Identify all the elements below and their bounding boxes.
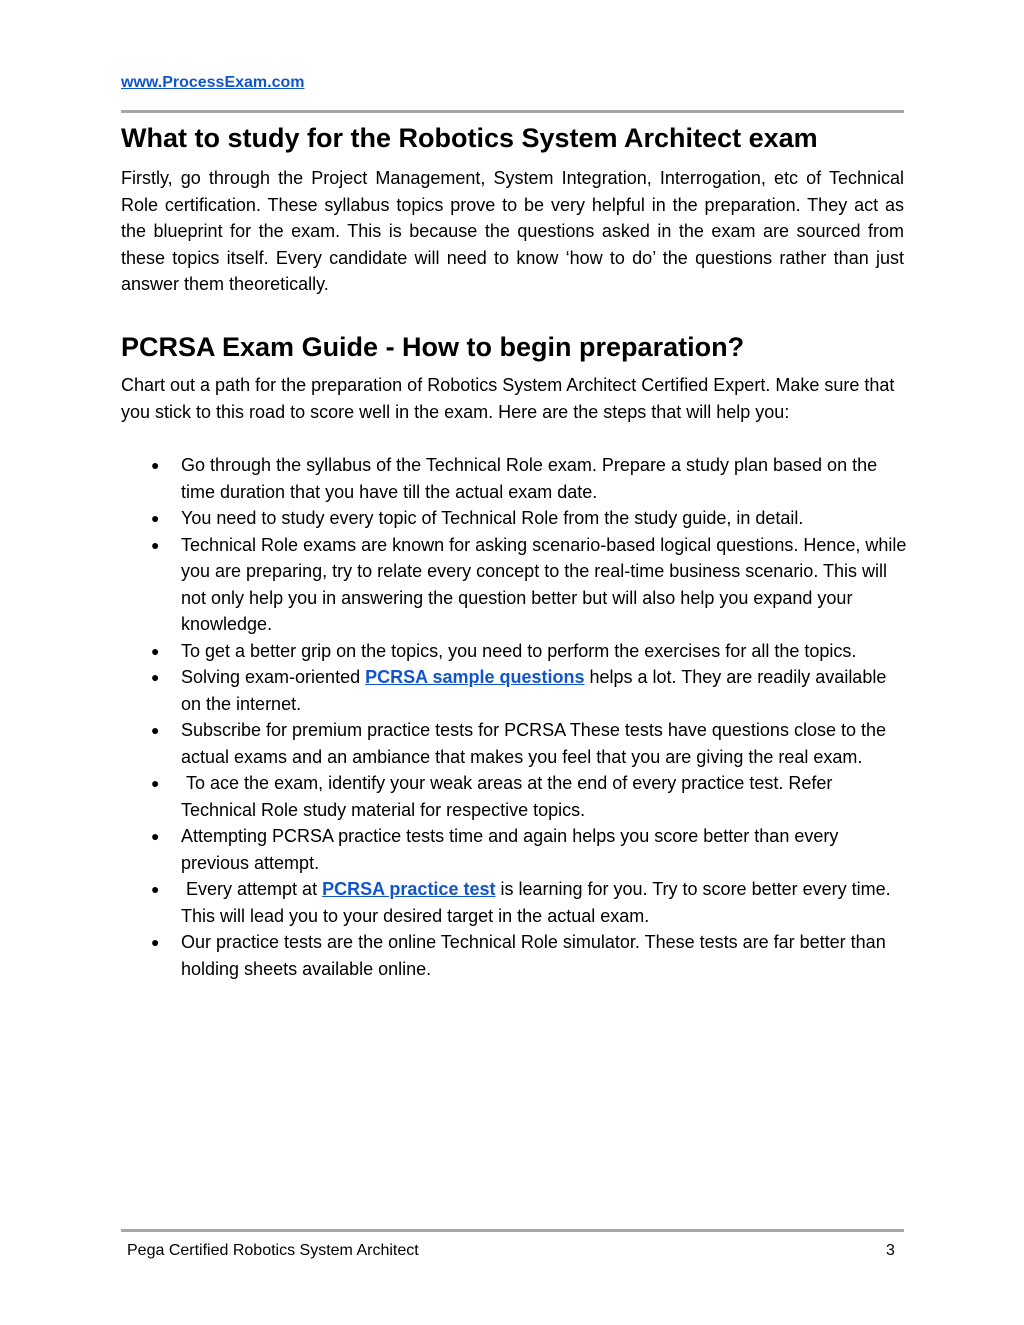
bullet-icon: ● xyxy=(151,536,160,553)
list-item-text: Our practice tests are the online Technical Role simulator. These tests are far better than holding sheets available online. xyxy=(181,932,886,979)
list-item xyxy=(121,452,911,505)
section-intro-exam-guide: Chart out a path for the preparation of Robotics System Architect Certified Expert. Make sure that you stick to this road to score well in the exam. Here are the steps that will help you: xyxy=(121,375,895,422)
bullet-icon: ● xyxy=(151,775,160,791)
bullet-icon: ● xyxy=(151,828,160,844)
bullet-icon: ● xyxy=(151,457,160,473)
list-item xyxy=(121,505,911,532)
list-item-text: Go through the syllabus of the Technical Role exam. Prepare a study plan based on the time duration that you have till the actual exam date. xyxy=(181,455,878,502)
list-item xyxy=(121,929,911,982)
page-number: 3 xyxy=(886,1242,895,1259)
list-item xyxy=(121,876,911,929)
list-item-text-after: helps a lot. They are readily available on the internet. xyxy=(181,667,887,714)
list-item-text-after: is learning for you. Try to score better every time. This will lead you to your desired target in the actual exam. xyxy=(181,879,891,926)
list-item xyxy=(121,638,911,665)
pcrsa-practice-test-link[interactable]: PCRSA practice test xyxy=(322,879,496,899)
section-title-what-to-study: What to study for the Robotics System Architect exam xyxy=(121,123,818,153)
pcrsa-sample-questions-link[interactable]: PCRSA sample questions xyxy=(365,667,585,687)
header-divider xyxy=(121,110,904,113)
section-title-exam-guide: PCRSA Exam Guide - How to begin preparation? xyxy=(121,332,745,362)
list-item-text: Technical Role exams are known for asking scenario-based logical questions. Hence, while you are preparing, try to relate every concept to the real-time business scenario. This will not only help you in answering the question better but will also help you expand your knowledge. xyxy=(181,534,907,634)
bullet-icon: ● xyxy=(151,669,160,685)
site-link[interactable]: www.ProcessExam.com xyxy=(121,74,305,91)
footer-document-title: Pega Certified Robotics System Architect xyxy=(127,1242,419,1259)
list-item-text: Subscribe for premium practice tests for PCRSA These tests have questions close to the actual exams and an ambiance that makes you feel that you are giving the real exam. xyxy=(181,720,886,767)
bullet-icon: ● xyxy=(151,722,160,738)
list-item xyxy=(121,770,911,823)
list-item-text-before: Every attempt at xyxy=(181,879,323,899)
list-item xyxy=(121,532,911,638)
list-item-text: To get a better grip on the topics, you need to perform the exercises for all the topics. xyxy=(181,640,857,661)
list-item xyxy=(121,823,911,876)
bullet-icon: ● xyxy=(151,642,160,659)
list-item-text: To ace the exam, identify your weak areas at the end of every practice test. Refer Technical Role study material for respective topics. xyxy=(181,773,838,820)
bullet-icon: ● xyxy=(151,934,160,950)
bullet-icon: ● xyxy=(151,510,160,526)
footer-divider xyxy=(121,1229,904,1232)
bullet-icon: ● xyxy=(151,881,160,897)
list-item xyxy=(121,664,911,717)
list-item xyxy=(121,717,911,770)
list-item-text: You need to study every topic of Technical Role from the study guide, in detail. xyxy=(181,508,804,528)
preparation-steps-list xyxy=(121,452,911,982)
list-item-text-before: Solving exam-oriented xyxy=(181,667,366,687)
list-item-text: Attempting PCRSA practice tests time and again helps you score better than every previous attempt. xyxy=(181,826,839,873)
section-paragraph-what-to-study: Firstly, go through the Project Management, System Integration, Interrogation, etc of Technical Role certification. These syllabus topics prove to be very helpful in the preparation. They act as the blueprint for the exam. This is because the questions asked in the exam are sourced from these topics itself. Every candidate will need to know ‘how to do’ the questions rather than just answer them theoretically. xyxy=(121,168,904,294)
